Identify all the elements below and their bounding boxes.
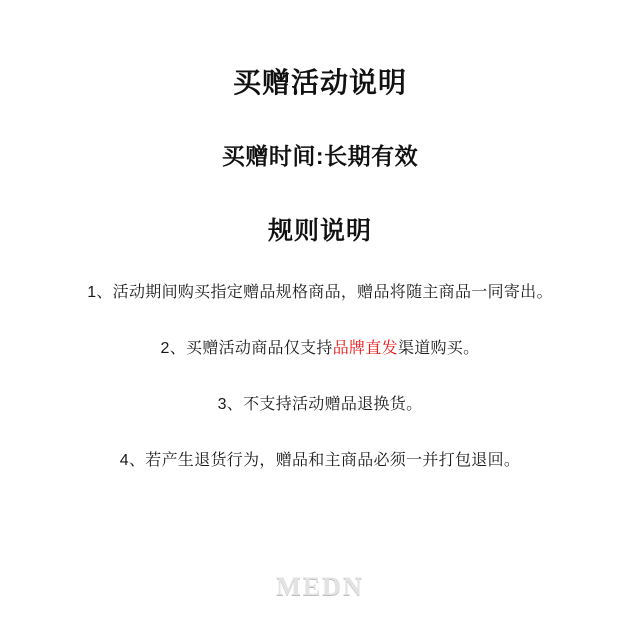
rule-item — [161, 337, 480, 361]
rule-text-after: 渠道购买。 — [397, 339, 480, 357]
rule-text-before: 4、若产生退货行为，赠品和主商品必须一并打包退回。 — [119, 451, 521, 469]
rule-item — [87, 281, 553, 305]
rule-text-before: 2、买赠活动商品仅支持 — [160, 339, 333, 357]
page-title: 买赠活动说明 — [232, 67, 407, 98]
brand-watermark: MEDN — [276, 572, 364, 601]
rule-item — [120, 449, 520, 473]
rule-text-before: 1、活动期间购买指定赠品规格商品，赠品将随主商品一同寄出。 — [87, 283, 553, 301]
promotion-period: 买赠时间:长期有效 — [221, 142, 419, 169]
rule-text-highlight: 品牌直发 — [332, 339, 398, 357]
rules-list — [0, 281, 640, 473]
rules-heading: 规则说明 — [267, 216, 372, 245]
rule-item — [218, 393, 423, 417]
rule-text-before: 3、不支持活动赠品退换货。 — [217, 395, 423, 413]
